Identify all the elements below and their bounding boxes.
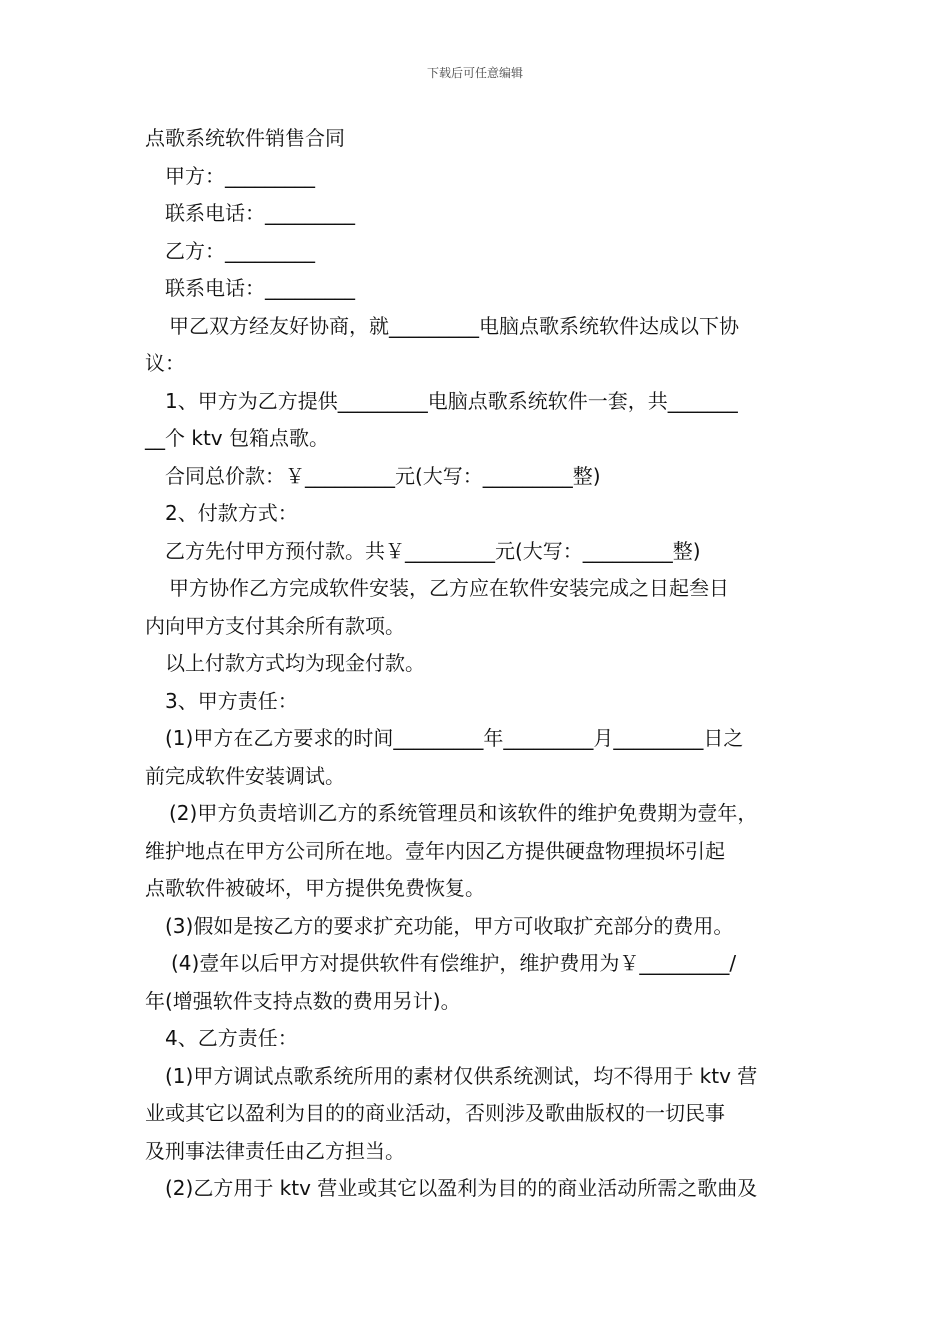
contract-body [145,120,810,1208]
clause-3-2-line-cont2: 点歌软件被破坏，甲方提供免费恢复。 [145,876,485,900]
clause-4-2-line: (2)乙方用于 ktv 营业或其它以盈利为目的的商业活动所需之歌曲及 [165,1176,758,1200]
payment-term-line-cont: 内向甲方支付其余所有款项。 [145,613,405,638]
payment-cash-line: 以上付款方式均为现金付款。 [165,651,425,675]
clause-1-line: 1、甲方为乙方提供_________电脑点歌系统软件一套，共_______ [165,388,738,413]
party-a-line: 甲方：_________ [165,163,315,188]
clause-4-1-line-cont: 业或其它以盈利为目的的商业活动，否则涉及歌曲版权的一切民事 [145,1101,725,1125]
party-b-line: 乙方：_________ [165,238,315,263]
intro-line-cont: 议： [145,351,185,375]
intro-line: 甲乙双方经友好协商，就_________电脑点歌系统软件达成以下协 [169,313,739,338]
clause-1-line-cont: __个 ktv 包箱点歌。 [145,426,329,450]
clause-4-heading: 4、乙方责任： [165,1026,298,1050]
clause-3-2-line-cont: 维护地点在甲方公司所在地。壹年内因乙方提供硬盘物理损坏引起 [145,838,725,863]
clause-3-4-line: (4)壹年以后甲方对提供软件有偿维护，维护费用为￥_________/ [171,951,737,975]
page-header: 下载后可任意编辑 [426,66,523,80]
clause-3-1-line: (1)甲方在乙方要求的时间_________年_________月_________日之 [165,726,744,750]
clause-4-1-line: (1)甲方调试点歌系统所用的素材仅供系统测试，均不得用于 ktv 营 [165,1063,758,1088]
clause-3-heading: 3、甲方责任： [165,688,298,713]
clause-3-1-line-cont: 前完成软件安装调试。 [145,763,345,788]
party-b-phone-line: 联系电话：_________ [165,276,355,300]
total-price-line: 合同总价款：￥_________元(大写：_________整) [165,463,601,488]
clause-3-3-line: (3)假如是按乙方的要求扩充功能，甲方可收取扩充部分的费用。 [165,913,734,938]
prepayment-line: 乙方先付甲方预付款。共￥_________元(大写：_________整) [165,538,701,563]
clause-2-heading: 2、付款方式： [165,501,298,525]
contract-title: 点歌系统软件销售合同 [145,126,345,150]
party-a-phone-line: 联系电话：_________ [165,201,355,225]
payment-term-line: 甲方协作乙方完成软件安装，乙方应在软件安装完成之日起叁日 [169,576,729,600]
clause-3-2-line: (2)甲方负责培训乙方的系统管理员和该软件的维护免费期为壹年， [169,801,758,825]
clause-4-1-line-cont2: 及刑事法律责任由乙方担当。 [145,1138,405,1163]
clause-3-4-line-cont: 年(增强软件支持点数的费用另计)。 [145,988,461,1013]
